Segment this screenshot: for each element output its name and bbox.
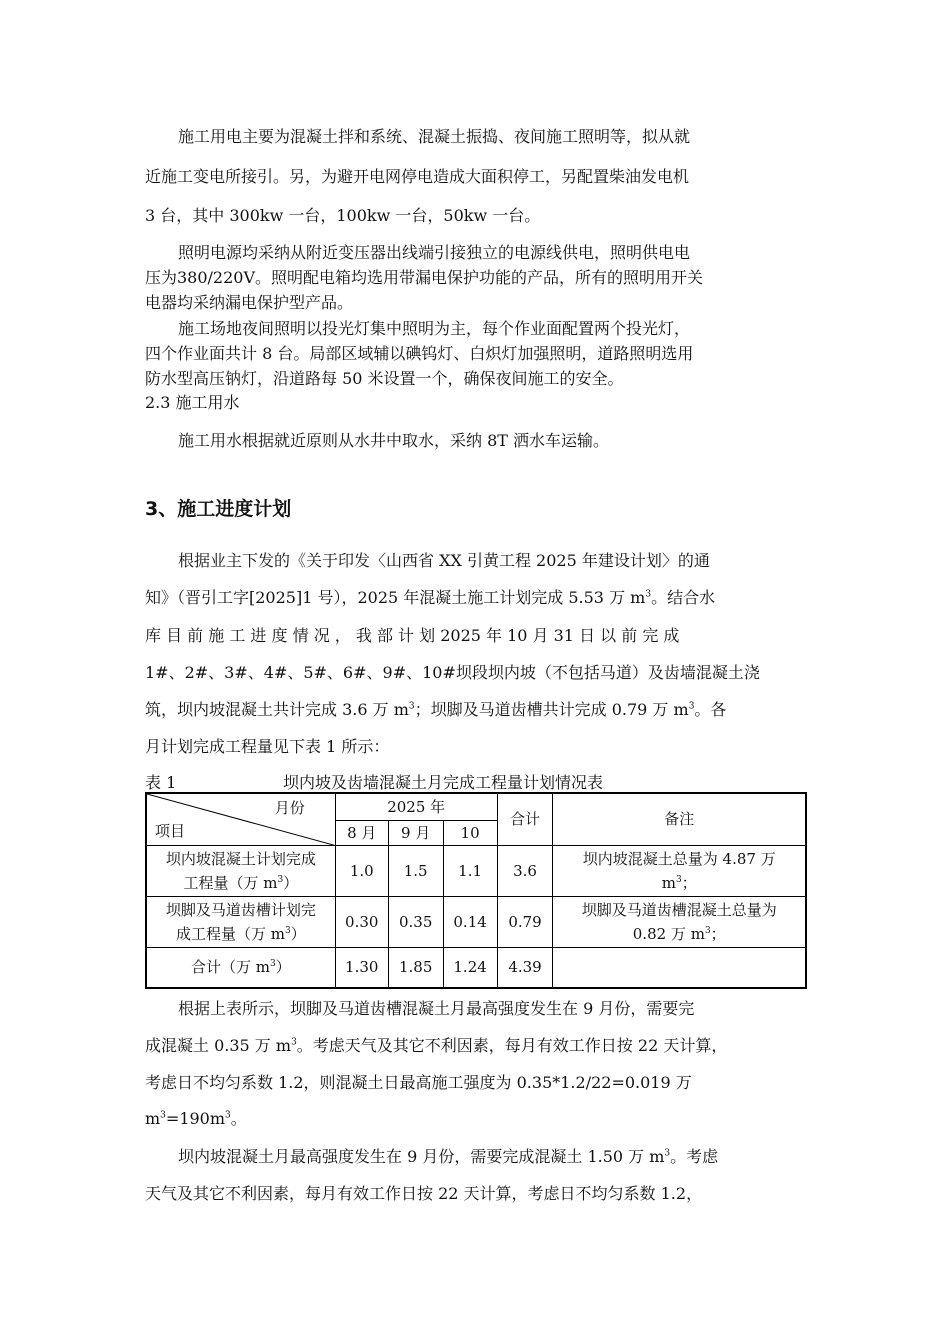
- plan-table: [145, 792, 807, 989]
- item-header: 项目: [155, 821, 186, 840]
- paragraph-line: 坝内坡混凝土月最高强度发生在 9 月份，需要完成混凝土 1.50 万 $m^3$。考虑: [178, 1147, 719, 1166]
- value-cell: 0.14: [443, 896, 497, 947]
- paragraph-line: 天气及其它不利因素，每月有效工作日按 22 天计算，考虑日不均匀系数 1.2，: [145, 1184, 703, 1203]
- total-cell: 3.6: [497, 845, 553, 896]
- paragraph-line: 筑，坝内坡混凝土共计完成 3.6 万 $m^3$；坝脚及马道齿槽共计完成 0.79 万 $m^3$。各: [145, 700, 727, 719]
- table-row: [146, 947, 806, 988]
- month-cell: 10: [443, 820, 497, 845]
- row-label: 坝脚及马道齿槽计划完 成工程量（万 $m^3$）: [146, 896, 335, 947]
- section-heading: 3、施工进度计划: [145, 498, 292, 520]
- table-title: 坝内坡及齿墙混凝土月完成工程量计划情况表: [283, 773, 604, 792]
- paragraph-line: 四个作业面共计 8 台。局部区域辅以碘钨灯、白炽灯加强照明，道路照明选用: [145, 344, 694, 363]
- diagonal-header-cell: [146, 793, 335, 845]
- value-cell: 1.85: [388, 947, 443, 988]
- paragraph-line: 3 台，其中 300kw 一台，100kw 一台，50kw 一台。: [145, 206, 541, 225]
- note-cell: 坝脚及马道齿槽混凝土总量为 0.82 万 $m^3$；: [553, 896, 806, 947]
- paragraph-line: 施工用电主要为混凝土拌和系统、混凝土振捣、夜间施工照明等，拟从就: [178, 127, 691, 146]
- note-cell: 坝内坡混凝土总量为 4.87 万 $m^3$；: [553, 845, 806, 896]
- value-cell: 0.30: [335, 896, 388, 947]
- month-cell: 8 月: [335, 820, 388, 845]
- paragraph-line: 近施工变电所接引。另，为避开电网停电造成大面积停工，另配置柴油发电机: [145, 167, 690, 186]
- row-label: 坝内坡混凝土计划完成 工程量（万 $m^3$）: [146, 845, 335, 896]
- paragraph-line: 知》（晋引工字[2025]1 号），2025 年混凝土施工计划完成 5.53 万 $m^3$。结合水: [145, 588, 716, 607]
- note-cell: [553, 947, 806, 988]
- paragraph-line: 月计划完成工程量见下表 1 所示：: [145, 737, 390, 756]
- paragraph-line: 照明电源均采纳从附近变压器出线端引接独立的电源线供电，照明供电电: [178, 243, 691, 262]
- month-header: 月份: [274, 799, 305, 817]
- row-label: 合计（万 $m^3$）: [146, 947, 335, 988]
- total-cell: 4.39: [497, 947, 553, 988]
- subsection-heading: 2.3 施工用水: [145, 393, 240, 412]
- paragraph-line: 电器均采纳漏电保护型产品。: [145, 293, 354, 312]
- paragraph-line: 压为380/220V。照明配电箱均选用带漏电保护功能的产品，所有的照明用开关: [145, 268, 704, 287]
- month-cell: 9 月: [388, 820, 443, 845]
- paragraph-line: 防水型高压钠灯，沿道路每 50 米设置一个，确保夜间施工的安全。: [145, 369, 624, 388]
- value-cell: 1.5: [388, 845, 443, 896]
- paragraph-line: 施工场地夜间照明以投光灯集中照明为主，每个作业面配置两个投光灯，: [178, 319, 691, 338]
- paragraph-line: $m^3=190m^3$。: [145, 1109, 247, 1128]
- paragraph-line: 根据上表所示，坝脚及马道齿槽混凝土月最高强度发生在 9 月份，需要完: [178, 999, 695, 1018]
- year-header: 2025 年: [335, 793, 497, 820]
- value-cell: 1.24: [443, 947, 497, 988]
- paragraph-line: 施工用水根据就近原则从水井中取水，采纳 8T 洒水车运输。: [178, 431, 610, 450]
- table-row: [146, 845, 806, 896]
- paragraph-line: 成混凝土 0.35 万 $m^3$。考虑天气及其它不利因素，每月有效工作日按 22 天计算，: [145, 1036, 728, 1055]
- value-cell: 0.35: [388, 896, 443, 947]
- paragraph-line: 考虑日不均匀系数 1.2，则混凝土日最高施工强度为 0.35*1.2/22=0.019 万: [145, 1073, 692, 1092]
- paragraph-line: 根据业主下发的《关于印发〈山西省 XX 引黄工程 2025 年建设计划〉的通: [178, 551, 710, 570]
- paragraph-line: 库 目 前 施 工 进 度 情 况 ， 我 部 计 划 2025 年 10 月 31 日 以 前 完 成: [145, 626, 680, 645]
- total-cell: 0.79: [497, 896, 553, 947]
- value-cell: 1.30: [335, 947, 388, 988]
- paragraph-line: 1#、2#、3#、4#、5#、6#、9#、10#坝段坝内坡（不包括马道）及齿墙混凝土浇: [145, 663, 760, 682]
- table-row: [146, 896, 806, 947]
- value-cell: 1.0: [335, 845, 388, 896]
- total-header: 合计: [497, 793, 553, 845]
- note-header: 备注: [553, 793, 806, 845]
- table-number: 表 1: [145, 773, 177, 792]
- value-cell: 1.1: [443, 845, 497, 896]
